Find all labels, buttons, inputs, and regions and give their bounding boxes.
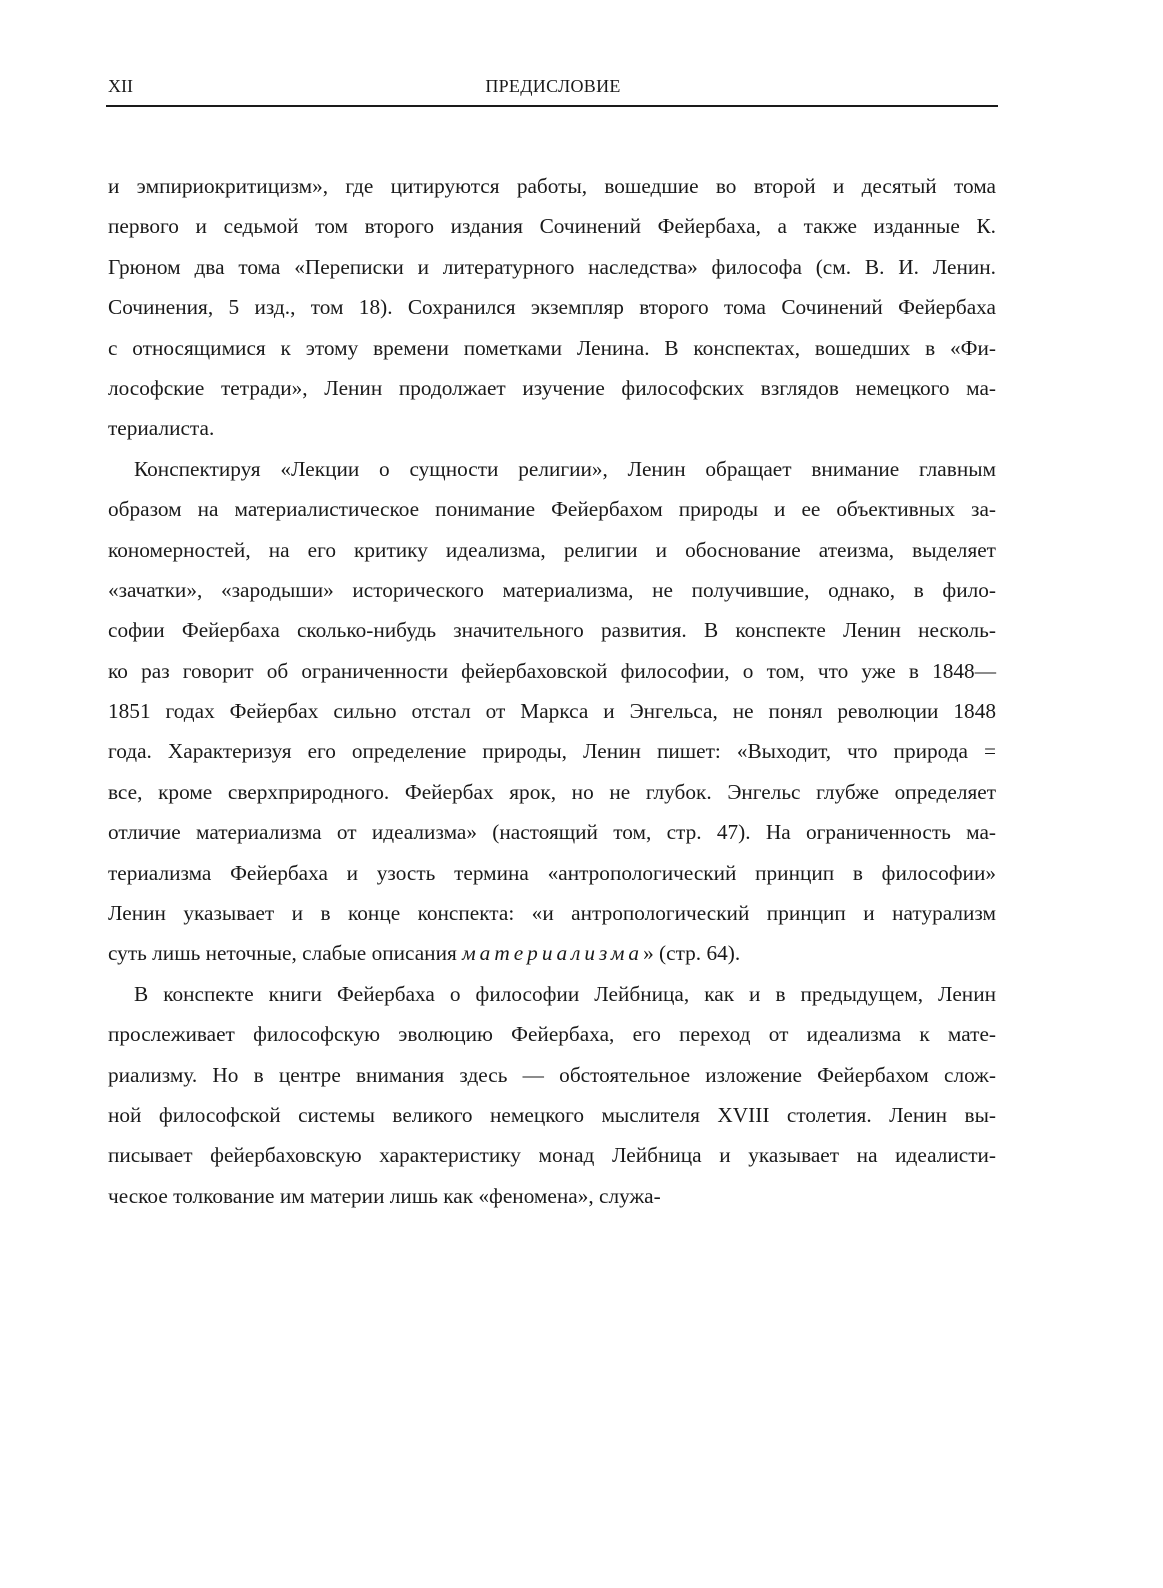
text-line: прослеживает философскую эволюцию Фейербаха, его переход от идеализма к мате-: [108, 1022, 996, 1047]
paragraph-1: [108, 166, 996, 449]
text-line: писывает фейербаховскую характеристику монад Лейбница и указывает на идеалисти-: [108, 1143, 996, 1168]
text-line: ко раз говорит об ограниченности фейербаховской философии, о том, что уже в 1848—: [108, 658, 996, 683]
text-line: «зачатки», «зародыши» исторического материализма, не получившие, однако, в фило-: [108, 577, 996, 602]
text-line: В конспекте книги Фейербаха о философии Лейбница, как и в предыдущем, Ленин: [134, 981, 996, 1006]
running-head: [108, 74, 998, 98]
text-line: софии Фейербаха сколько-нибудь значительного развития. В конспекте Ленин несколь-: [108, 618, 996, 643]
text-line: териалиста.: [108, 416, 215, 441]
paragraph-2: [108, 449, 996, 974]
text-segment: » (стр. 64).: [643, 941, 741, 966]
text-line: и эмпириокритицизм», где цитируются работы, вошедшие во второй и десятый тома: [108, 174, 996, 198]
text-line: Конспектируя «Лекции о сущности религии», Ленин обращает внимание главным: [134, 456, 996, 481]
text-line: Сочинения, 5 изд., том 18). Сохранился экземпляр второго тома Сочинений Фейербаха: [108, 295, 996, 320]
text-line: [108, 933, 996, 973]
text-line: Ленин указывает и в конце конспекта: «и антропологический принцип и натурализм: [108, 901, 996, 926]
paragraph-3: [108, 974, 996, 1216]
text-line: отличие материализма от идеализма» (настоящий том, стр. 47). На ограниченность ма-: [108, 820, 996, 845]
text-line: ческое толкование им материи лишь как «феномена», служа-: [108, 1183, 661, 1208]
page-number: XII: [108, 76, 133, 96]
body-text: [108, 166, 996, 1216]
text-line: кономерностей, на его критику идеализма, религии и обоснование атеизма, выделяет: [108, 537, 996, 562]
text-line: с относящимися к этому времени пометками Ленина. В конспектах, вошедших в «Фи-: [108, 335, 996, 360]
text-line: первого и седьмой том второго издания Сочинений Фейербаха, а также изданные К.: [108, 214, 996, 239]
text-line: териализма Фейербаха и узость термина «антропологический принцип в философии»: [108, 860, 996, 885]
text-line: образом на материалистическое понимание Фейербахом природы и ее объективных за-: [108, 497, 996, 522]
text-line: риализму. Но в центре внимания здесь — обстоятельное изложение Фейербахом слож-: [108, 1062, 996, 1087]
running-title: ПРЕДИСЛОВИЕ: [485, 76, 621, 96]
text-line: ной философской системы великого немецкого мыслителя XVIII столетия. Ленин вы-: [108, 1102, 996, 1127]
text-line: Грюном два тома «Переписки и литературного наследства» философа (см. В. И. Ленин.: [108, 254, 996, 279]
text-line: года. Характеризуя его определение природы, Ленин пишет: «Выходит, что природа =: [108, 739, 996, 764]
text-line: лософские тетради», Ленин продолжает изучение философских взглядов немецкого ма-: [108, 375, 996, 400]
emphasized-word: материализма: [462, 941, 644, 966]
text-segment: суть лишь неточные, слабые описания: [108, 941, 463, 966]
text-line: все, кроме сверхприродного. Фейербах ярок, но не глубок. Энгельс глубже определяет: [108, 779, 996, 804]
text-line: 1851 годах Фейербах сильно отстал от Маркса и Энгельса, не понял революции 1848: [108, 699, 996, 724]
header-rule: [106, 105, 998, 107]
